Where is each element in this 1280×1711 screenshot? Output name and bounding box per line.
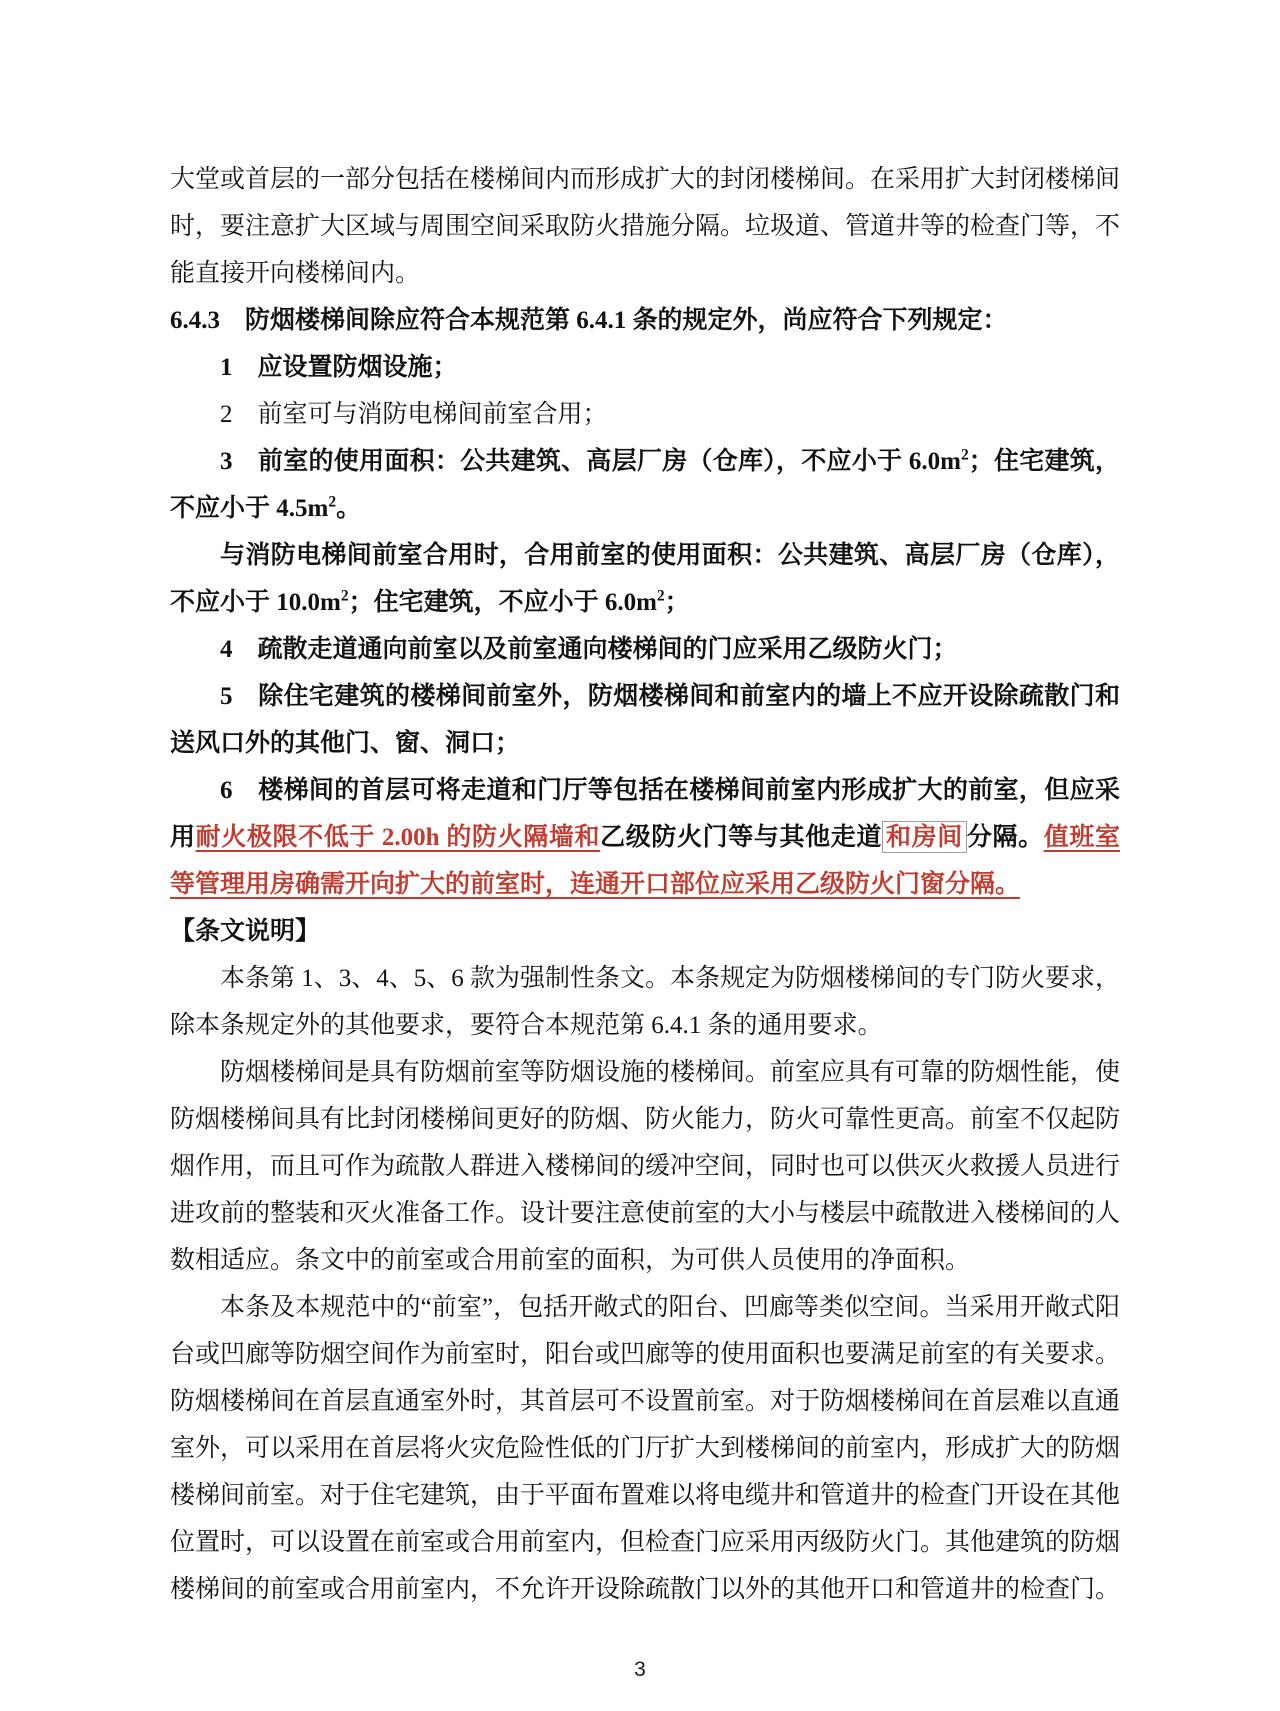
clause-643-item-3-shared-text: 与消防电梯间前室合用时，合用前室的使用面积：公共建筑、高层厂房（仓库），不应小于 10.0m (170, 542, 1120, 616)
clause-643-item-2 (170, 391, 1120, 438)
clause-643-item-1 (170, 344, 1120, 391)
page-number: 3 (634, 1658, 646, 1681)
explanation-para-1-text: 本条第 1、3、4、5、6 款为强制性条文。本条规定为防烟楼梯间的专门防火要求，除本条规定外的其他要求，要符合本规范第 6.4.1 条的通用要求。 (170, 965, 1121, 1039)
para-continuation-text: 大堂或首层的一部分包括在楼梯间内而形成扩大的封闭楼梯间。在采用扩大封闭楼梯间时，要注意扩大区域与周围空间采取防火措施分隔。垃圾道、管道井等的检查门等，不能直接开向楼梯间内。 (170, 166, 1121, 287)
clause-643-item-3-text: 3 前室的使用面积：公共建筑、高层厂房（仓库），不应小于 6.0m (220, 448, 961, 475)
explanation-heading-text: 【条文说明】 (170, 918, 321, 945)
clause-643-item-6-text: 分隔。 (966, 824, 1044, 851)
clause-643-item-2-text: 2 前室可与消防电梯间前室合用； (220, 401, 608, 428)
clause-643-item-1-text: 1 应设置防烟设施； (220, 354, 458, 381)
clause-643-heading (170, 297, 1120, 344)
clause-643-item-5 (170, 673, 1120, 767)
clause-643-item-6-text: 值班室等管理用房确需开向扩大的前室时，连通开口部位应采用乙级防火门窗分隔。 (170, 824, 1120, 898)
explanation-para-2-text: 防烟楼梯间是具有防烟前室等防烟设施的楼梯间。前室应具有可靠的防烟性能，使防烟楼梯间具有比封闭楼梯间更好的防烟、防火能力，防火可靠性更高。前室不仅起防烟作用，而且可作为疏散人群进入楼梯间的缓冲空间，同时也可以供灭火救援人员进行进攻前的整装和灭火准备工作。设计要注意使前室的大小与楼层中疏散进入楼梯间的人数相适应。条文中的前室或合用前室的面积，为可供人员使用的净面积。 (170, 1059, 1121, 1274)
clause-643-item-3 (170, 438, 1120, 532)
clause-643-item-3-shared-text: ；住宅建筑，不应小于 6.0m (348, 589, 657, 616)
clause-643-item-6-text: 和房间 (882, 821, 967, 853)
clause-643-item-4 (170, 626, 1120, 673)
clause-643-item-3-text: ；住宅建筑，不应小于 4.5m (170, 448, 1120, 522)
clause-643-heading-text: 6.4.3 防烟楼梯间除应符合本规范第 6.4.1 条的规定外，尚应符合下列规定： (170, 307, 1008, 334)
clause-643-item-3-shared (170, 532, 1120, 626)
clause-643-item-3-shared-text: 2 (340, 587, 349, 605)
clause-643-item-3-shared-text: ； (664, 589, 690, 616)
clause-643-item-5-text: 5 除住宅建筑的楼梯间前室外，防烟楼梯间和前室内的墙上不应开设除疏散门和送风口外的其他门、窗、洞口； (170, 683, 1120, 757)
explanation-para-2 (170, 1049, 1120, 1284)
clause-643-item-6-text: 6 楼梯间的首层可将走道和门厅等包括在楼梯间前室内形成扩大的前室，但应采用 (170, 777, 1120, 851)
explanation-para-1 (170, 955, 1120, 1049)
page-footer (0, 1655, 1280, 1685)
document-body (170, 156, 1120, 1613)
clause-643-item-6-text: 乙级防火门等与其他走道 (600, 824, 882, 851)
para-continuation (170, 156, 1120, 297)
clause-643-item-3-shared-text: 2 (656, 587, 665, 605)
clause-643-item-6 (170, 767, 1120, 908)
clause-643-item-3-text: 2 (328, 493, 337, 511)
clause-643-item-6-text: 耐火极限不低于 2.00h 的防火隔墙和 (195, 824, 601, 851)
clause-643-item-3-text: 2 (960, 446, 969, 464)
clause-643-item-4-text: 4 疏散走道通向前室以及前室通向楼梯间的门应采用乙级防火门； (220, 636, 958, 663)
explanation-para-3 (170, 1284, 1120, 1613)
explanation-para-3-text: 本条及本规范中的“前室”，包括开敞式的阳台、凹廊等类似空间。当采用开敞式阳台或凹廊等防烟空间作为前室时，阳台或凹廊等的使用面积也要满足前室的有关要求。防烟楼梯间在首层直通室外时，其首层可不设置前室。对于防烟楼梯间在首层难以直通室外，可以采用在首层将火灾危险性低的门厅扩大到楼梯间的前室内，形成扩大的防烟楼梯间前室。对于住宅建筑，由于平面布置难以将电缆井和管道井的检查门开设在其他位置时，可以设置在前室或合用前室内，但检查门应采用丙级防火门。其他建筑的防烟楼梯间的前室或合用前室内，不允许开设除疏散门以外的其他开口和管道井的检查门。 (170, 1294, 1121, 1603)
explanation-heading (170, 908, 1120, 955)
clause-643-item-3-text: 。 (336, 495, 362, 522)
